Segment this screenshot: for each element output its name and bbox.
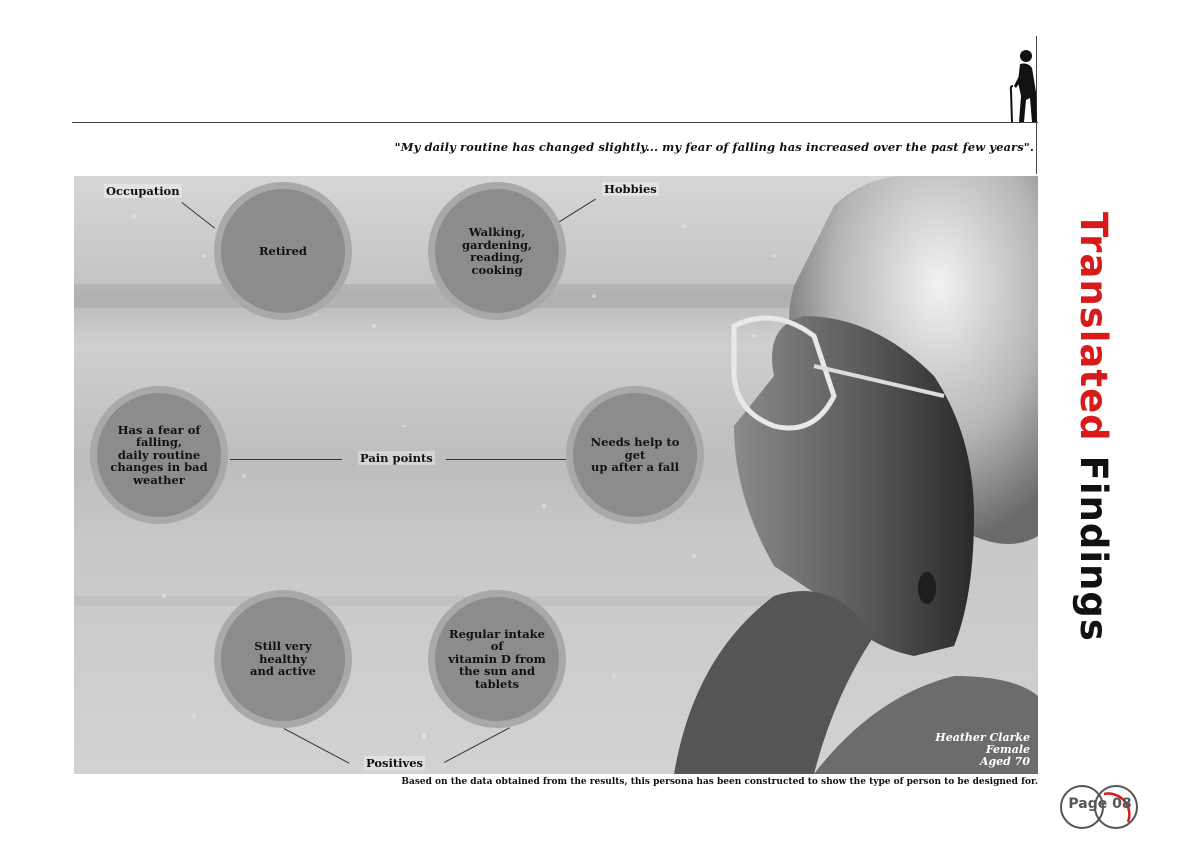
positive-right-value: Regular intake of vitamin D from the sun and tablets	[448, 626, 546, 691]
pain-left-connector	[230, 459, 342, 460]
persona-quote: "My daily routine has changed slightly... my fear of falling has increased over the past few years".	[394, 140, 1034, 154]
pain-points-label: Pain points	[360, 451, 433, 465]
page-number-badge	[1058, 782, 1142, 832]
header-rule	[72, 122, 1038, 123]
pain-point-left-value: Has a fear of falling, daily routine changes in bad weather	[110, 422, 208, 487]
positives-label: Positives	[366, 756, 424, 770]
hobbies-bubble	[428, 182, 566, 320]
pain-point-right-value: Needs help to get up after a fall	[590, 435, 680, 475]
elderly-person-with-cane-icon	[1006, 48, 1040, 124]
page-number: Page 08	[1068, 796, 1132, 812]
persona-name: Heather Clarke	[935, 731, 1030, 744]
positive-left-bubble	[214, 590, 352, 728]
pain-point-right-bubble	[566, 386, 704, 524]
positive-left-value: Still very healthy and active	[250, 639, 316, 679]
occupation-label: Occupation	[106, 184, 180, 198]
pain-point-left-bubble	[90, 386, 228, 524]
occupation-bubble	[214, 182, 352, 320]
section-title-part1: Translated	[1072, 212, 1115, 442]
persona-details	[935, 732, 1030, 768]
section-title	[1072, 212, 1115, 642]
pain-right-connector	[446, 459, 566, 460]
hobbies-value: Walking, gardening, reading, cooking	[461, 225, 533, 277]
hobbies-label: Hobbies	[604, 182, 657, 196]
persona-photo	[74, 176, 1038, 774]
persona-age: Aged 70	[979, 755, 1030, 768]
occupation-value: Retired	[259, 243, 307, 258]
persona-gender: Female	[985, 743, 1030, 756]
positive-right-bubble	[428, 590, 566, 728]
section-title-part2: Findings	[1072, 455, 1115, 642]
persona-caption: Based on the data obtained from the results, this persona has been constructed to show the type of person to be designed for.	[401, 777, 1038, 787]
